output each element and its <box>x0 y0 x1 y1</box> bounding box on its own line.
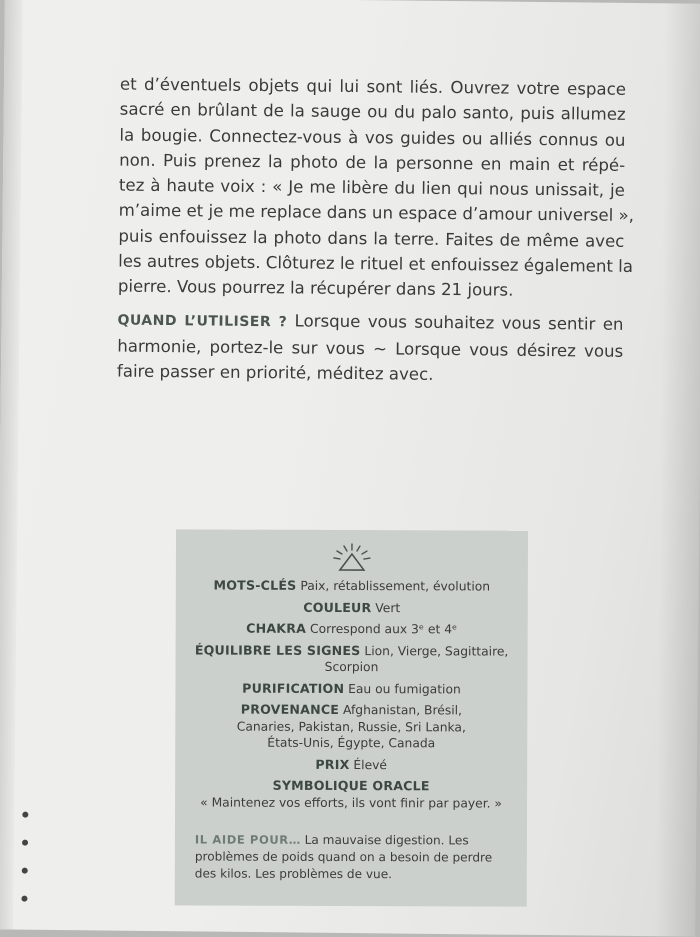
info-couleur <box>188 599 516 617</box>
info-signes <box>188 642 516 676</box>
body-line: sacré en brûlant de la sauge ou du palo santo, puis allumez <box>120 97 626 128</box>
info-value: Canaries, Pakistan, Russie, Sri Lanka, <box>237 719 466 734</box>
info-value: Scorpion <box>325 660 379 674</box>
aide-line <box>195 831 511 849</box>
info-value: « Maintenez vos efforts, ils vont finir par payer. » <box>200 795 502 810</box>
aide-text: La mauvaise digestion. Les <box>301 833 469 848</box>
quand-text: Lorsque vous souhaitez vous sentir en <box>287 311 623 334</box>
body-line: la bougie. Connectez-vous à vos guides ou alliés connus ou <box>119 122 625 153</box>
info-list <box>187 577 516 816</box>
info-value: États-Unis, Égypte, Canada <box>267 736 435 751</box>
quand-label: QUAND L’UTILISER ? <box>117 312 287 330</box>
body-line: m’aime et je me replace dans un espace d’amour universel », <box>119 198 625 229</box>
quand-line: faire passer en priorité, méditez avec. <box>117 359 623 390</box>
body-line: puis enfouissez la photo dans la terre. Faites de même avec <box>118 223 624 254</box>
aide-pour <box>195 831 511 882</box>
page-edge-shadow <box>655 3 700 936</box>
body-text <box>117 72 626 390</box>
info-value: Vert <box>371 601 400 615</box>
aide-line: problèmes de poids quand on a besoin de perdre <box>195 848 511 866</box>
binding-dot <box>22 840 28 846</box>
quand-line: harmonie, portez-le sur vous ~ Lorsque vous désirez vous <box>117 334 623 365</box>
info-label: ÉQUILIBRE LES SIGNES <box>195 642 361 658</box>
info-label: MOTS-CLÉS <box>214 578 297 593</box>
body-line: et d’éventuels objets qui lui sont liés. Ouvrez votre espace <box>120 72 626 103</box>
book-spine <box>0 0 23 929</box>
binding-dot <box>22 812 28 818</box>
aide-line: des kilos. Les problèmes de vue. <box>195 865 511 883</box>
binding-dots <box>21 812 28 924</box>
info-label: COULEUR <box>303 599 371 614</box>
info-label: SYMBOLIQUE ORACLE <box>273 778 430 794</box>
info-label: CHAKRA <box>246 621 306 636</box>
body-line: les autres objets. Clôturez le rituel et enfouissez également la <box>118 249 624 280</box>
info-value: Élevé <box>349 758 387 772</box>
aide-label: IL AIDE POUR… <box>195 832 301 846</box>
info-oracle <box>187 777 515 811</box>
info-label: PRIX <box>315 756 349 771</box>
info-value: Paix, rétablissement, évolution <box>296 579 490 594</box>
info-purification <box>187 680 515 698</box>
body-line: pierre. Vous pourrez la récupérer dans 21 jours. <box>118 274 624 305</box>
info-box <box>175 529 528 906</box>
info-prix <box>187 756 515 774</box>
info-mots-cles <box>188 577 516 595</box>
body-line: tez à haute voix : « Je me libère du lien qui nous unissait, je <box>119 173 625 204</box>
info-value: Eau ou fumigation <box>344 682 461 696</box>
info-value: Afghanistan, Brésil, <box>339 703 462 717</box>
info-value: Lion, Vierge, Sagittaire, <box>360 644 508 659</box>
body-line: non. Puis prenez la photo de la personne en main et répé- <box>119 147 625 178</box>
info-provenance <box>187 701 515 752</box>
info-label: PURIFICATION <box>242 680 344 695</box>
binding-dot <box>21 896 27 902</box>
binding-dot <box>22 868 28 874</box>
info-chakra <box>188 620 516 638</box>
info-label: PROVENANCE <box>241 702 339 717</box>
sun-triangle-icon <box>332 542 372 574</box>
info-value: Correspond aux 3ᵉ et 4ᵉ <box>306 622 457 637</box>
